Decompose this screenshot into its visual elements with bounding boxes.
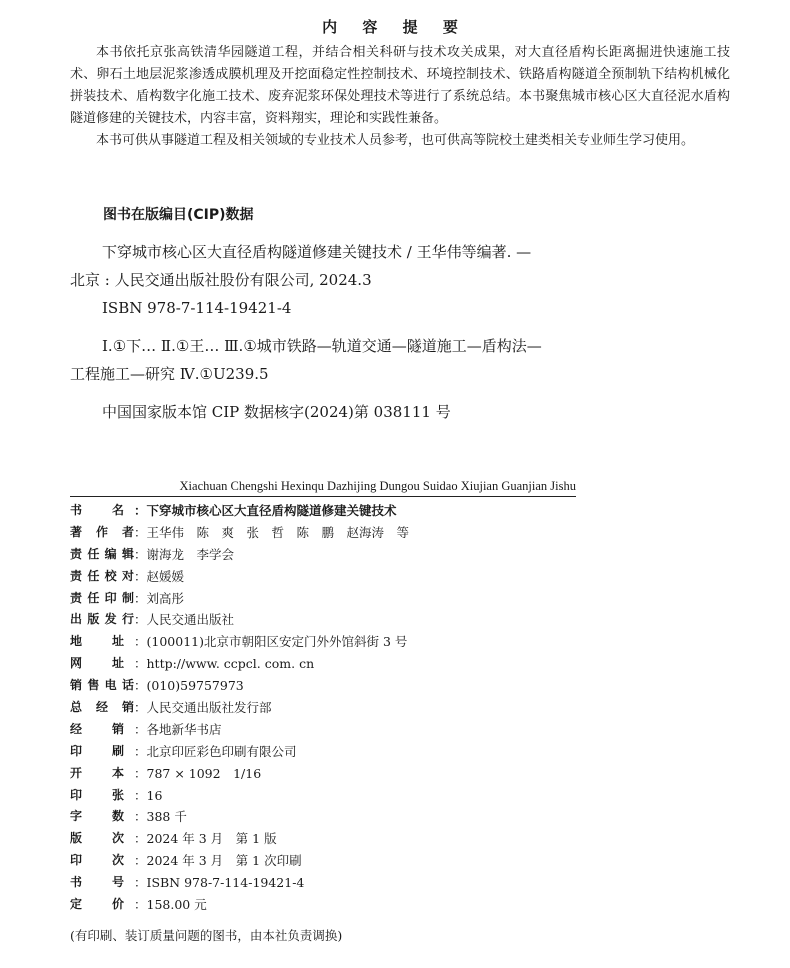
info-label: 版 次 — [70, 831, 125, 846]
summary-paragraph: 本书可供从事隧道工程及相关领域的专业技术人员参考，也可供高等院校土建类相关专业师生学习使用。 — [96, 133, 695, 148]
info-row — [70, 785, 409, 807]
info-row — [70, 806, 409, 828]
info-row — [70, 631, 409, 653]
info-value: ：http://www. ccpcl. com. cn — [134, 656, 315, 672]
info-value: ：388 千 — [134, 809, 187, 825]
cip-isbn: ISBN 978-7-114-19421-4 — [102, 299, 292, 317]
info-value: ：人民交通出版社发行部 — [134, 700, 272, 716]
info-value: ：各地新华书店 — [134, 721, 222, 737]
info-label: 网 址 — [70, 656, 125, 671]
summary-paragraph: 本书依托京张高铁清华园隧道工程，并结合相关科研与技术攻关成果，对大直径盾构长距离掘进快速施工技术、卵石土地层泥浆渗透成膜机理及开挖面稳定性控制技术、环境控制技术、铁路盾构隧道全预制轨下结构机械化拼装技术、盾构数字化施工技术、废弃泥浆环保处理技术等进行了系统总结。本书聚焦城市核心区大直径泥水盾构隧道修建的关键技术，内容丰富，资料翔实，理论和实践性兼备。 — [70, 45, 730, 126]
info-label: 印 次 — [70, 853, 125, 868]
info-value: ：赵媛媛 — [134, 568, 185, 584]
summary-title: 内 容 提 要 — [322, 18, 468, 36]
info-label: 开 本 — [70, 765, 125, 780]
cip-subjects: Ⅰ.①下… Ⅱ.①王… Ⅲ.①城市铁路—轨道交通—隧道施工—盾构法—工程施工—研究 Ⅳ.①U239.5 — [70, 337, 542, 383]
pinyin-title: Xiachuan Chengshi Hexinqu Dazhijing Dungou Suidao Xiujian Guanjian Jishu — [179, 479, 576, 493]
info-value: ：2024 年 3 月 第 1 次印刷 — [134, 853, 302, 869]
info-row — [70, 653, 409, 675]
info-row — [70, 872, 409, 894]
info-label: 责 任 编 辑 — [70, 546, 134, 561]
info-label: 出 版 发 行 — [70, 612, 134, 627]
divider — [70, 496, 576, 497]
info-value: ：人民交通出版社 — [134, 612, 235, 628]
info-row — [70, 741, 409, 763]
info-row — [70, 588, 409, 610]
info-row — [70, 894, 409, 916]
summary-section — [70, 42, 730, 152]
info-label: 责 任 印 制 — [70, 590, 134, 605]
info-label: 销 售 电 话 — [70, 678, 134, 693]
info-value: ：2024 年 3 月 第 1 版 — [134, 831, 277, 847]
info-row — [70, 697, 409, 719]
info-value: ：王华伟 陈 爽 张 哲 陈 鹏 赵海涛 等 — [134, 524, 410, 540]
info-label: 字 数 — [70, 809, 125, 824]
info-value: ：787 × 1092 1/16 — [134, 765, 262, 781]
info-row — [70, 675, 409, 697]
info-label: 地 址 — [70, 634, 125, 649]
cip-record — [70, 238, 550, 426]
info-value: ：158.00 元 — [134, 897, 207, 913]
info-label: 著 作 者 — [70, 524, 134, 539]
info-row — [70, 828, 409, 850]
info-value: ：刘高彤 — [134, 590, 185, 606]
info-label: 责 任 校 对 — [70, 568, 134, 583]
info-value: ：(100011)北京市朝阳区安定门外外馆斜街 3 号 — [134, 634, 408, 650]
info-label: 印 刷 — [70, 743, 125, 758]
info-row — [70, 522, 409, 544]
info-label: 总 经 销 — [70, 700, 134, 715]
info-row — [70, 544, 409, 566]
info-label: 印 张 — [70, 787, 125, 802]
info-value: ：下穿城市核心区大直径盾构隧道修建关键技术 — [134, 503, 397, 518]
info-row — [70, 609, 409, 631]
info-value: ：ISBN 978-7-114-19421-4 — [134, 875, 305, 891]
info-row — [70, 763, 409, 785]
info-row — [70, 566, 409, 588]
info-value: ：16 — [134, 787, 163, 803]
publication-info-table — [70, 500, 409, 916]
info-row — [70, 500, 409, 522]
info-row — [70, 719, 409, 741]
info-label: 经 销 — [70, 721, 125, 736]
footer-note: (有印刷、装订质量问题的图书，由本社负责调换) — [70, 928, 343, 943]
cip-entry: 下穿城市核心区大直径盾构隧道修建关键技术 / 王华伟等编著. — 北京 : 人民交通出版社股份有限公司, 2024.3 — [70, 243, 532, 289]
info-row — [70, 850, 409, 872]
info-label: 定 价 — [70, 897, 125, 912]
info-value: ：(010)59757973 — [134, 678, 244, 694]
info-value: ：北京印匠彩色印刷有限公司 — [134, 743, 297, 759]
cip-number: 中国国家版本馆 CIP 数据核字(2024)第 038111 号 — [102, 403, 451, 421]
info-value: ：谢海龙 李学会 — [134, 546, 235, 562]
info-label: 书 号 — [70, 875, 125, 890]
info-label: 书 名 — [70, 503, 125, 517]
cip-heading: 图书在版编目(CIP)数据 — [103, 207, 254, 223]
